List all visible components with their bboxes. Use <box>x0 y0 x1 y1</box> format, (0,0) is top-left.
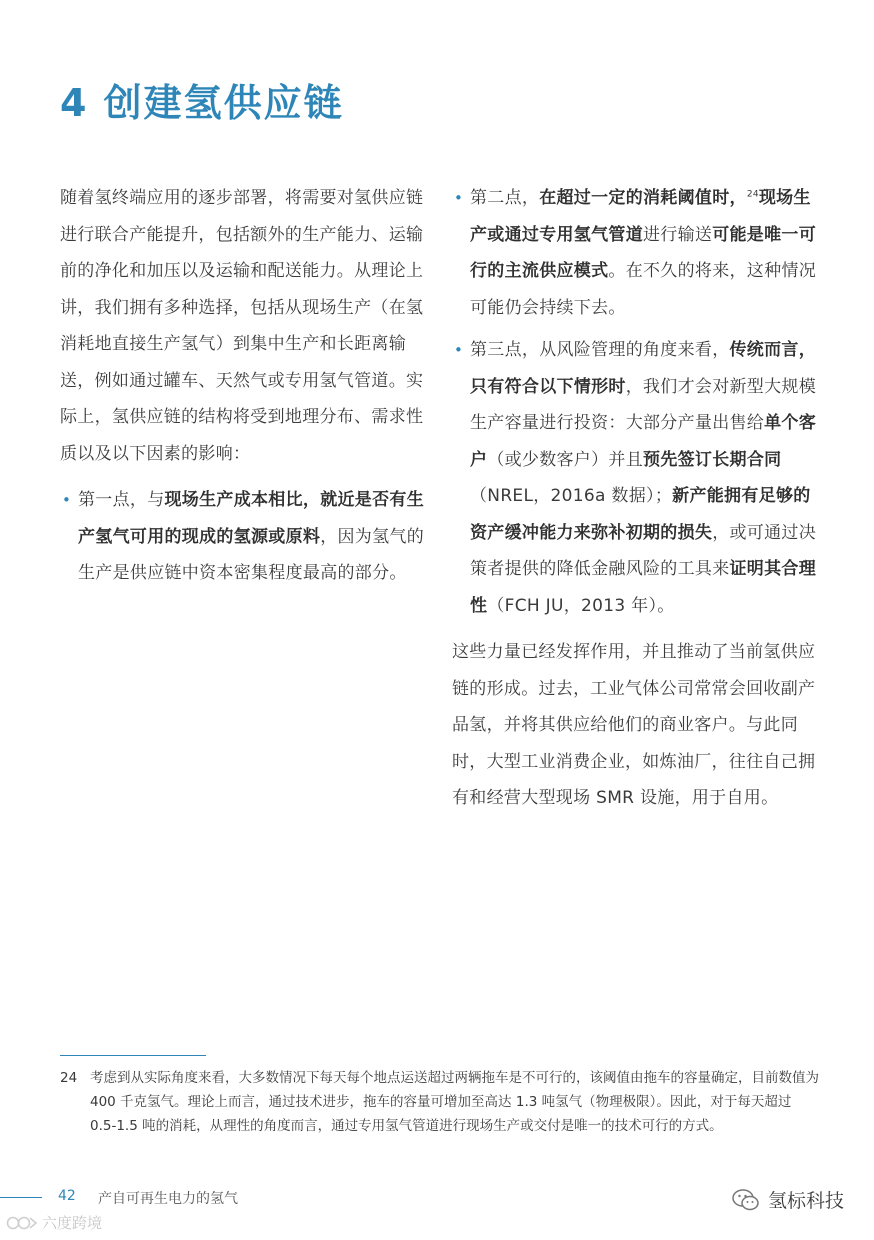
bullet-3-text-1: 第三点，从风险管理的角度来看， <box>470 340 730 360</box>
bullet-item-3 <box>452 332 816 624</box>
bullet-2-bold-2: 现场生产或通过专用氢气管道 <box>470 188 811 245</box>
bullet-dot: • <box>454 189 464 207</box>
bullet-item-1 <box>60 482 424 592</box>
footnote-text: 考虑到从实际角度来看，大多数情况下每天每个地点运送超过两辆拖车是不可行的，该阈值由拖车的容量确定，目前数值为 400 千克氢气。理论上而言，通过技术进步，拖车的容量可增加至高达 1.3 吨氢气（物理极限）。因此，对于每天超过 0.5-1.5 吨的消耗，从理性的角度而言，通过专用氢气管道进行现场生产或交付是唯一的技术可行的方式。 <box>90 1070 819 1134</box>
bullet-list-left <box>60 482 424 592</box>
footer-rule <box>0 1197 42 1198</box>
bullet-2-bold-1: 在超过一定的消耗阈值时， <box>539 188 747 208</box>
bullet-2-text-3: 。在不久的将来，这种情况可能仍会持续下去。 <box>470 261 817 318</box>
bullet-1-text-2: ，因为氢气的生产是供应链中资本密集程度最高的部分。 <box>78 526 425 583</box>
bullet-3-text-2: ，我们才会对新型大规模生产容量进行投资：大部分产量出售给 <box>470 376 817 433</box>
bullet-item-2 <box>452 180 816 326</box>
page-number: 42 <box>58 1188 76 1204</box>
watermark-left-text: 六度跨境 <box>42 1214 103 1232</box>
right-column <box>452 180 816 817</box>
intro-paragraph: 随着氢终端应用的逐步部署，将需要对氢供应链进行联合产能提升，包括额外的生产能力、运输前的净化和加压以及运输和配送能力。从理论上讲，我们拥有多种选择，包括从现场生产（在氢消耗地直接生产氢气）到集中生产和长距离输送，例如通过罐车、天然气或专用氢气管道。实际上，氢供应链的结构将受到地理分布、需求性质以及以下因素的影响： <box>60 188 424 464</box>
bullet-2-bold-3: 可能是唯一可行的主流供应模式 <box>470 224 817 281</box>
watermark-right-text: 氢标科技 <box>767 1190 844 1212</box>
bullet-3-text-6: （FCH JU，2013 年）。 <box>487 595 675 616</box>
wechat-watermark <box>732 1186 844 1213</box>
bullet-3-text-4: （NREL，2016a 数据）； <box>470 486 673 506</box>
bullet-3-text-3: （或少数客户）并且 <box>487 449 644 470</box>
bullet-dot: • <box>454 341 464 359</box>
section-heading: 4 创建氢供应链 <box>60 81 344 125</box>
bullet-3-text-5: ，或可通过决策者提供的降低金融风险的工具来 <box>470 522 817 579</box>
bullet-2-text-1: 第二点， <box>470 188 540 208</box>
footnote-number: 24 <box>60 1070 78 1086</box>
bullet-list-right <box>452 180 816 624</box>
closing-paragraph: 这些力量已经发挥作用，并且推动了当前氢供应链的形成。过去，工业气体公司常常会回收副产品氢，并将其供应给他们的商业客户。与此同时，大型工业消费企业，如炼油厂，往往自己拥有和经营大型现场 SMR 设施，用于自用。 <box>452 642 816 808</box>
left-column <box>60 180 424 592</box>
bullet-3-bold-3: 预先签订长期合同 <box>643 449 782 470</box>
bullet-1-bold-1: 现场生产成本相比，就近是否有生产氢气可用的现成的氢源或原料 <box>78 490 424 547</box>
footnote-ref[interactable]: 24 <box>746 189 759 200</box>
bullet-3-bold-5: 证明其合理性 <box>470 559 816 616</box>
watermark-logo-icon <box>6 1213 38 1233</box>
bottom-left-watermark <box>6 1212 102 1233</box>
bullet-3-bold-2: 单个客户 <box>470 413 817 470</box>
bullet-dot: • <box>62 491 72 509</box>
bullet-1-text-1: 第一点，与 <box>78 490 165 510</box>
wechat-icon <box>732 1188 760 1212</box>
footnote-divider <box>60 1055 206 1056</box>
bullet-2-text-2: 进行输送 <box>643 224 713 245</box>
bullet-3-bold-4: 新产能拥有足够的资产缓冲能力来弥补初期的损失 <box>470 486 811 543</box>
bullet-3-bold-1: 传统而言，只有符合以下情形时 <box>470 340 816 397</box>
footer-doc-title: 产自可再生电力的氢气 <box>98 1191 238 1207</box>
footnote <box>60 1066 820 1138</box>
